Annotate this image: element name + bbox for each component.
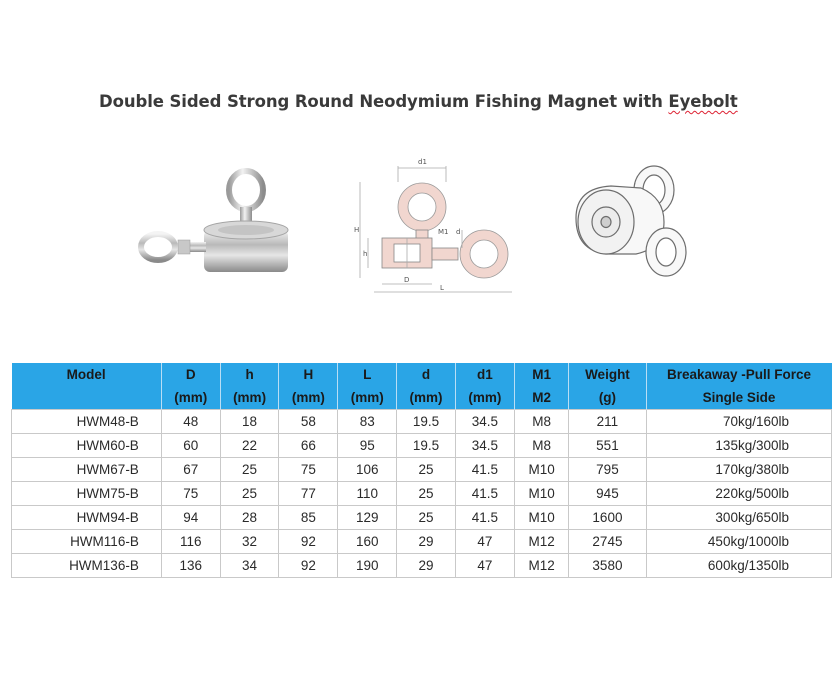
magnet-photo <box>130 160 295 290</box>
cell-m-thread: M10 <box>514 482 569 506</box>
table-row <box>12 554 832 578</box>
label-D: D <box>404 276 410 284</box>
cell-D: 48 <box>161 410 220 434</box>
header-d: d (mm) <box>397 363 456 410</box>
cell-m-thread: M10 <box>514 506 569 530</box>
cell-H: 85 <box>279 506 338 530</box>
table-row <box>12 410 832 434</box>
cell-weight: 945 <box>569 482 646 506</box>
page-title <box>99 92 738 111</box>
cell-L: 190 <box>338 554 397 578</box>
cell-weight: 3580 <box>569 554 646 578</box>
cell-d1: 41.5 <box>455 482 514 506</box>
cell-model: HWM67-B <box>12 458 162 482</box>
table-row <box>12 434 832 458</box>
cell-model: HWM116-B <box>12 530 162 554</box>
cell-weight: 2745 <box>569 530 646 554</box>
cell-pull-force: 300kg/650lb <box>646 506 832 530</box>
cell-D: 94 <box>161 506 220 530</box>
cell-L: 129 <box>338 506 397 530</box>
cell-weight: 795 <box>569 458 646 482</box>
cell-h: 34 <box>220 554 279 578</box>
cell-D: 116 <box>161 530 220 554</box>
magnet-render <box>566 158 696 283</box>
table-row <box>12 458 832 482</box>
label-L: L <box>440 284 444 292</box>
cell-L: 95 <box>338 434 397 458</box>
cell-d: 25 <box>397 458 456 482</box>
title-main: Double Sided Strong Round Neodymium Fishing Magnet with <box>99 92 669 111</box>
cell-d1: 41.5 <box>455 458 514 482</box>
cell-pull-force: 220kg/500lb <box>646 482 832 506</box>
cell-D: 136 <box>161 554 220 578</box>
cell-m-thread: M8 <box>514 410 569 434</box>
spec-table <box>11 363 832 578</box>
cell-m-thread: M10 <box>514 458 569 482</box>
cell-H: 58 <box>279 410 338 434</box>
header-L: L (mm) <box>338 363 397 410</box>
technical-drawing <box>352 152 527 297</box>
cell-d1: 47 <box>455 530 514 554</box>
cell-model: HWM48-B <box>12 410 162 434</box>
label-d1: d1 <box>418 158 427 166</box>
cell-H: 66 <box>279 434 338 458</box>
cell-d1: 34.5 <box>455 434 514 458</box>
cell-weight: 211 <box>569 410 646 434</box>
cell-h: 18 <box>220 410 279 434</box>
cell-model: HWM75-B <box>12 482 162 506</box>
cell-D: 75 <box>161 482 220 506</box>
label-d: d <box>456 228 461 236</box>
label-h: h <box>363 250 368 258</box>
cell-d: 25 <box>397 482 456 506</box>
cell-H: 92 <box>279 554 338 578</box>
cell-pull-force: 70kg/160lb <box>646 410 832 434</box>
cell-model: HWM60-B <box>12 434 162 458</box>
cell-d1: 34.5 <box>455 410 514 434</box>
cell-pull-force: 600kg/1350lb <box>646 554 832 578</box>
header-D: D (mm) <box>161 363 220 410</box>
cell-h: 25 <box>220 482 279 506</box>
cell-H: 75 <box>279 458 338 482</box>
cell-h: 28 <box>220 506 279 530</box>
cell-h: 22 <box>220 434 279 458</box>
cell-model: HWM94-B <box>12 506 162 530</box>
cell-model: HWM136-B <box>12 554 162 578</box>
cell-D: 60 <box>161 434 220 458</box>
cell-L: 106 <box>338 458 397 482</box>
title-spellcheck-word: Eyebolt <box>668 92 738 111</box>
header-h: h (mm) <box>220 363 279 410</box>
cell-pull-force: 135kg/300lb <box>646 434 832 458</box>
cell-d: 25 <box>397 506 456 530</box>
cell-H: 77 <box>279 482 338 506</box>
cell-D: 67 <box>161 458 220 482</box>
cell-L: 83 <box>338 410 397 434</box>
cell-d1: 47 <box>455 554 514 578</box>
table-row <box>12 482 832 506</box>
cell-d: 19.5 <box>397 434 456 458</box>
cell-d1: 41.5 <box>455 506 514 530</box>
table-row <box>12 506 832 530</box>
cell-m-thread: M8 <box>514 434 569 458</box>
cell-d: 19.5 <box>397 410 456 434</box>
table-header-row <box>12 363 832 410</box>
cell-L: 160 <box>338 530 397 554</box>
table-body <box>12 410 832 578</box>
header-m1-m2: M1 M2 <box>514 363 569 410</box>
label-M1: M1 <box>438 228 449 236</box>
table-row <box>12 530 832 554</box>
cell-pull-force: 450kg/1000lb <box>646 530 832 554</box>
cell-weight: 1600 <box>569 506 646 530</box>
label-H: H <box>354 226 360 234</box>
cell-h: 32 <box>220 530 279 554</box>
header-weight: Weight (g) <box>569 363 646 410</box>
header-H: H (mm) <box>279 363 338 410</box>
header-d1: d1 (mm) <box>455 363 514 410</box>
cell-h: 25 <box>220 458 279 482</box>
cell-weight: 551 <box>569 434 646 458</box>
cell-pull-force: 170kg/380lb <box>646 458 832 482</box>
header-pull-force: Breakaway -Pull Force Single Side <box>646 363 832 410</box>
cell-L: 110 <box>338 482 397 506</box>
cell-m-thread: M12 <box>514 530 569 554</box>
cell-d: 29 <box>397 554 456 578</box>
cell-d: 29 <box>397 530 456 554</box>
cell-m-thread: M12 <box>514 554 569 578</box>
header-model: Model <box>12 363 162 410</box>
cell-H: 92 <box>279 530 338 554</box>
